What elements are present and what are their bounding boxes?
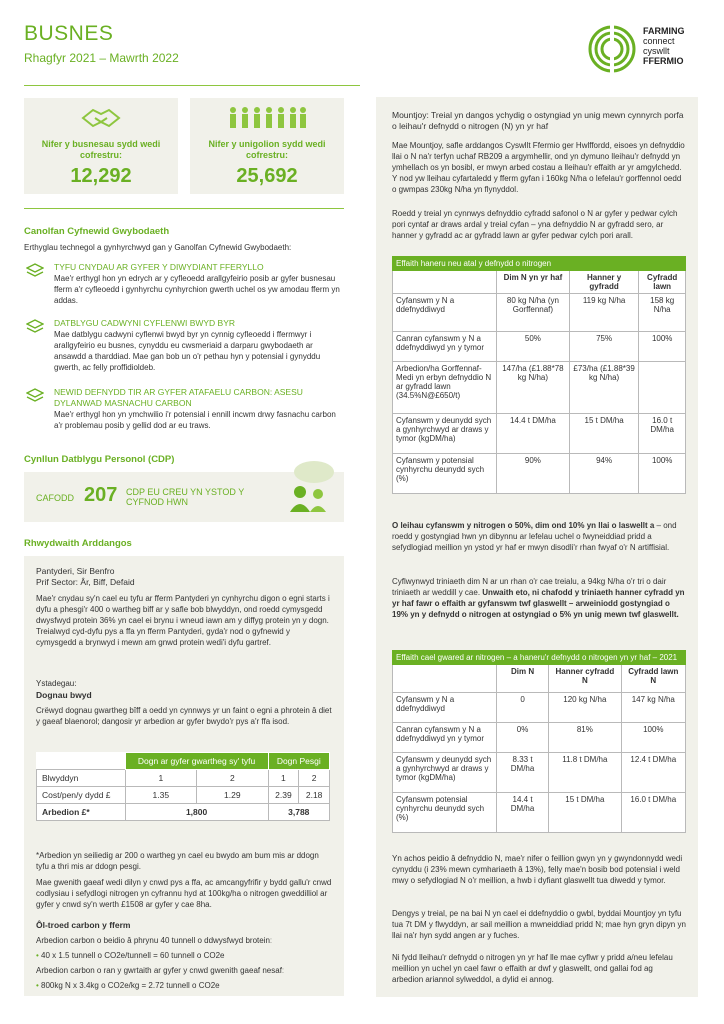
farm-sector: Prif Sector: Âr, Biff, Defaid bbox=[36, 577, 135, 587]
article-title: TYFU CNYDAU AR GYFER Y DIWYDIANT FFERYLLO bbox=[54, 262, 264, 272]
results-heading: Ystadegau: bbox=[36, 679, 77, 688]
logo-line3: cyswllt bbox=[643, 46, 670, 56]
cdp-suffix: CDP EU CREU YN YSTOD Y CYFNOD HWN bbox=[126, 487, 245, 507]
dogn-text: Crëwyd dognau gwartheg bîff a oedd yn cynnwys yr un faint o egni a phrotein â diet y gaeaf blaenorol; dangosir yr arbedion ar gyfer bwydo'r pys a'r ffa isod. bbox=[36, 706, 332, 726]
logo-line2: connect bbox=[643, 36, 675, 46]
mountjoy-p7: Ni fydd lleihau'r defnydd o nitrogen yn yr haf lle mae cyflwr y pridd a/neu lefelau meillion yn uchel yn cael fawr o effaith ar dwf y glaswellt, ond gallai fod ag arbedion ariannol sylweddol, a dylid ei annog. bbox=[392, 953, 673, 984]
article-text: Mae datblygu cadwyni cyflenwi bwyd byr yn cynnig cyfleoedd i ffermwyr i arallgyfeirio eu busnes, cynyddu eu cwsmeriaid a darparu gwybodaeth ar ansawdd a tharddiad. Mae gan bob un o'r pethau hyn y potensial i gynyddu gwerth, ac felly proffidioldeb. bbox=[54, 330, 321, 372]
table-row: Cyfanswm y potensial cynhyrchu deunydd sych (%) 90% 94% 100% bbox=[393, 454, 686, 494]
mountjoy-p4: Cyflwynwyd triniaeth dim N ar un rhan o'r cae treialu, a 94kg N/ha o'r tri o dair triniaeth ar weddill y cae. Unwaith eto, ni chafodd y triniaeth hanner cyfradd yn yr haf fawr o effaith ar gyfanswm twf glaswellt – arweiniodd gostyngiad o 19% yn y defnydd o nitrogen at ostyngiad o 5% yn unig mewn twf glaswellt. bbox=[392, 577, 685, 619]
stat-label: Nifer y busnesau sydd wedi cofrestru: bbox=[41, 139, 161, 160]
table-row: Cost/pen/y dydd £ 1.35 1.29 2.39 2.18 bbox=[37, 787, 330, 804]
table-row: Cyfanswm y N a ddefnyddiwyd 0 120 kg N/ha 147 kg N/ha bbox=[393, 693, 686, 723]
footprint-bullet: • 800kg N x 3.4kg o CO2e/kg = 2.72 tunnell o CO2e bbox=[36, 981, 220, 990]
article-title: NEWID DEFNYDD TIR AR GYFER ATAFAELU CARBON: ASESU DYLANWAD MASNACHU CARBON bbox=[54, 387, 303, 408]
article-text: Mae'r erthygl hon yn edrych ar y cyfleoedd arallgyfeirio posib ar gyfer busnesau fferm a'r cyfleoedd i gynhyrchu cynhyrchion gwerth uchel os yw amodau fferm yn addas. bbox=[54, 274, 340, 305]
layers-icon bbox=[26, 319, 44, 333]
handshake-icon bbox=[81, 106, 121, 130]
footprint-intro2: Arbedion carbon o ran y gwrtaith ar gyfer y cnwd gwenith gaeaf nesafː bbox=[36, 966, 285, 975]
mountjoy-heading: Mountjoy: Treial yn dangos ychydig o ostyngiad yn unig mewn cynnyrch porfa o leihau'r defnydd o nitrogen (N) yn yr haf bbox=[392, 110, 684, 131]
page-subtitle: Rhagfyr 2021 – Mawrth 2022 bbox=[24, 51, 179, 65]
article-title: DATBLYGU CADWYNI CYFLENWI BWYD BYR bbox=[54, 318, 236, 328]
cdp-heading: Cynllun Datblygu Personol (CDP) bbox=[24, 454, 175, 465]
table-title: Effaith cael gwared ar nitrogen – a haneru'r defnydd o nitrogen yn yr haf – 2021 bbox=[393, 651, 686, 665]
cdp-box bbox=[24, 472, 344, 522]
cdp-value: 207 bbox=[84, 484, 118, 506]
article-text: Mae'r erthygl hon yn ymchwilio i'r potensial i ennill incwm drwy fasnachu carbon a'r problemau posib y gellid dod ar eu traws. bbox=[54, 410, 336, 430]
mountjoy-p6: Dengys y treial, pe na bai N yn cael ei ddefnyddio o gwbl, byddai Mountjoy yn tyfu tua 7t DM y flwyddyn, ar sail meillion a mwneiddiad pridd N; mae hyn gryn dipyn yn llai na'r hyn sydd angen ar y fuches. bbox=[392, 909, 686, 940]
table-row: Arbedion £* 1,800 3,788 bbox=[37, 804, 330, 821]
footprint-heading: Ôl-troed carbon y fferm bbox=[36, 920, 131, 930]
rhwydwaith-heading: Rhwydwaith Arddangos bbox=[24, 538, 132, 549]
rations-table bbox=[36, 752, 330, 821]
table-row: Canran cyfanswm y N a ddefnyddiwyd yn y tymor 50% 75% 100% bbox=[393, 332, 686, 362]
table-row: Canran cyfanswm y N a ddefnyddiwyd yn y tymor 0% 81% 100% bbox=[393, 723, 686, 753]
dogn-heading: Dognau bwyd bbox=[36, 690, 92, 700]
divider bbox=[24, 85, 360, 86]
table-title: Effaith haneru neu atal y defnydd o nitrogen bbox=[393, 257, 686, 271]
page-title: BUSNES bbox=[24, 22, 114, 45]
group-header: Dogn Pesgi bbox=[268, 753, 329, 770]
footprint-bullet: • 40 x 1.5 tunnell o CO2e/tunnell = 60 tunnell o CO2e bbox=[36, 951, 225, 960]
footnote: *Arbedion yn seiliedig ar 200 o wartheg yn cael eu bwydo am bum mis ar ddogn tyfu a thri mis ar ddogn pesgi. bbox=[36, 851, 319, 871]
divider bbox=[24, 208, 344, 209]
farm-name: Pantyderi, Sir Benfro bbox=[36, 566, 115, 576]
farm-intro: Mae'r cnydau sy'n cael eu tyfu ar fferm Pantyderi yn cynhyrchu digon o egni starts i dyfu a phesgi'r 400 o wartheg biff ar y safle bob blwyddyn, ond roedd cymysgedd dwysfwyd protein 36% yn cael ei brynu i wneud iawn am y diffyg protein yn y dogn. Treialwyd cyd-dyfu pys a ffa yn fferm Pantyderi, gyda'r nod o gyfnewid y cymysgedd a brynwyd i mewn am gnwd protein wedi'i dyfu gartref. bbox=[36, 594, 330, 647]
nitrogen-table-2: Effaith cael gwared ar nitrogen – a haneru'r defnydd o nitrogen yn yr haf – 2021 Dim N Hanner cyfradd N Cyfradd lawn N Cyfanswm y N a ddefnyddiwyd 0 120 kg N/ha 147 kg N/ha Canran cyfanswm y N a ddefnyddiwyd yn y tymor 0% 81% 100% Cyfanswm y deunydd sych a gynhyrchwyd ar draws y tymor (kgDM/ha) 8.33 t DM/ha 11.8 t DM/ha 12.4 t DM/ha Cyfanswm potensial cynhyrchu deunydd sych (%) 14.4 t DM/ha 15 t DM/ha 16.0 t DM/ha bbox=[392, 650, 686, 833]
logo-line4: FFERMIO bbox=[643, 56, 684, 66]
mentor-icon bbox=[280, 458, 338, 514]
canolfan-heading: Canolfan Cyfnewid Gwybodaeth bbox=[24, 226, 170, 237]
mountjoy-p3: O leihau cyfanswm y nitrogen o 50%, dim ond 10% yn llai o laswellt a – ond roedd y gostyngiad hwn yn dibynnu ar lefelau uchel o fwyneiddiad pridd a sefydlogiad meillion yn ystod yr haf er mwyn disodli'r rhan fwyaf o'r N artiffisial. bbox=[392, 521, 677, 552]
mountjoy-p5: Yn achos peidio â defnyddio N, mae'r nifer o feillion gwyn yn y gwyndonnydd wedi cynyddu (i 23% mewn cymhariaeth â 13%), felly mae'n bosib bod potensial i weld mwy o sefydlogiad N o'r meillion, a hwb i dyfiant glaswellt tua diwedd y tymor. bbox=[392, 854, 683, 885]
group-header: Dogn ar gyfer gwartheg sy' tyfu bbox=[125, 753, 268, 770]
stat-value: 12,292 bbox=[70, 165, 132, 187]
canolfan-intro: Erthyglau technegol a gynhyrchwyd gan y Ganolfan Cyfnewid Gwybodaeth: bbox=[24, 243, 292, 252]
table-row: Arbedion/ha Gorffennaf-Medi yn erbyn defnyddio N ar gyfradd lawn (34.5%N@£650/t) 147/ha (£1.88*78 kg N/ha) £73/ha (£1.88*39 kg N/ha) bbox=[393, 362, 686, 414]
cdp-prefix: CAFODD bbox=[36, 493, 74, 503]
table-row: Cyfanswm y deunydd sych a gynhyrchwyd ar draws y tymor (kgDM/ha) 8.33 t DM/ha 11.8 t DM/ha 12.4 t DM/ha bbox=[393, 753, 686, 793]
table-row: Cyfanswm potensial cynhyrchu deunydd sych (%) 14.4 t DM/ha 15 t DM/ha 16.0 t DM/ha bbox=[393, 793, 686, 833]
nitrogen-table-1: Effaith haneru neu atal y defnydd o nitrogen Dim N yn yr haf Hanner y gyfradd Cyfradd lawn Cyfanswm y N a ddefnyddiwyd 80 kg N/ha (yn Gorffennaf) 119 kg N/ha 158 kg N/ha Canran cyfanswm y N a ddefnyddiwyd yn y tymor 50% 75% 100% Arbedion/ha Gorffennaf-Medi yn erbyn defnyddio N ar gyfradd lawn (34.5%N@£650/t) 147/ha (£1.88*78 kg N/ha) £73/ha (£1.88*39 kg N/ha) Cyfanswm y deunydd sych a gynhyrchwyd ar draws y tymor (kgDM/ha) 14.4 t DM/ha 15 t DM/ha 16.0 t DM/ha Cyfanswm y potensial cynhyrchu deunydd sych (%) 90% 94% 100% bbox=[392, 256, 686, 494]
footprint-intro: Arbedion carbon o beidio â phrynu 40 tunnell o ddwysfwyd broteinː bbox=[36, 936, 273, 945]
stat-individuals bbox=[190, 98, 344, 194]
table-row: Cyfanswm y N a ddefnyddiwyd 80 kg N/ha (yn Gorffennaf) 119 kg N/ha 158 kg N/ha bbox=[393, 294, 686, 332]
winter-text: Mae gwenith gaeaf wedi dilyn y cnwd pys a ffa, ac amcangyfrifir y bydd gallu'r cnwd codlysiau i sefydlogi nitrogen yn cyfrannu hyd at 100kg/ha o nitrogen gweddilliol ar gyfer y cnwd sy'n werth £1508 ar gyfer y cae 8ha. bbox=[36, 878, 332, 909]
table-row: Blwyddyn 1 2 1 2 bbox=[37, 770, 330, 787]
people-icon bbox=[227, 106, 307, 130]
stat-label: Nifer y unigolion sydd wedi cofrestru: bbox=[208, 139, 326, 160]
stat-value: 25,692 bbox=[236, 165, 298, 187]
table-row: Cyfanswm y deunydd sych a gynhyrchwyd ar draws y tymor (kgDM/ha) 14.4 t DM/ha 15 t DM/ha 16.0 t DM/ha bbox=[393, 414, 686, 454]
layers-icon bbox=[26, 388, 44, 402]
logo-line1: FARMING bbox=[643, 26, 685, 36]
mountjoy-p1: Mae Mountjoy, safle arddangos Cyswllt Ffermio ger Hwlffordd, eisoes yn defnyddio llai o N na'r terfyn uchaf RB209 a argymhellir, ond yn dymuno lleihau'r defnydd yn ymhellach os yn bosibl, er mwyn arbed costau a lleihau'r effaith ar yr amgylchedd. Y nod yw lleihau cyfartaledd y fferm gyfan i 160kg N/ha o lefelau'r gorffennol oedd o gwmpas 230kg N/ha yn flynyddol. bbox=[392, 141, 685, 194]
logo-text bbox=[643, 26, 685, 66]
layers-icon bbox=[26, 263, 44, 277]
stat-businesses bbox=[24, 98, 178, 194]
mountjoy-p2: Roedd y treial yn cynnwys defnyddio cyfradd safonol o N ar gyfer y pedwar cylch pori cyntaf ar draws ardal y treial cyfan – yna defnyddio N ar gyfradd sero, ar hanner y gyfradd ac ar gyfradd lawn ar gyfer pedwar cylch pori arall. bbox=[392, 209, 678, 240]
